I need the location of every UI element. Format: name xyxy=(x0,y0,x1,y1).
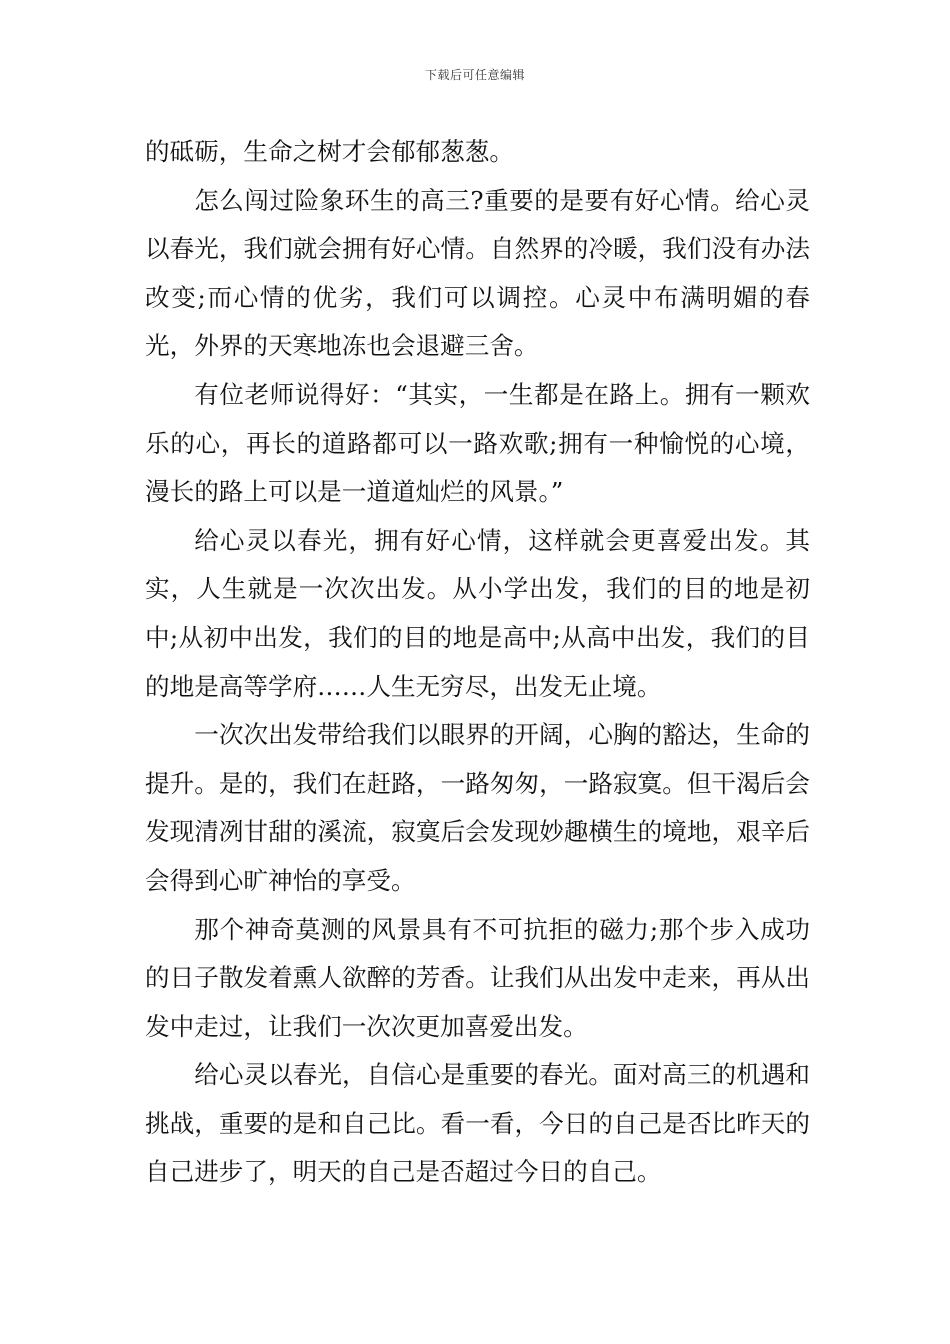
paragraph: 那个神奇莫测的风景具有不可抗拒的磁力;那个步入成功的日子散发着熏人欲醉的芳香。让我们从出发中走来，再从出发中走过，让我们一次次更加喜爱出发。 xyxy=(145,914,810,1041)
paragraph: 给心灵以春光，拥有好心情，这样就会更喜爱出发。其实，人生就是一次次出发。从小学出发，我们的目的地是初中;从初中出发，我们的目的地是高中;从高中出发，我们的目的地是高等学府……人生无穷尽，出发无止境。 xyxy=(145,525,810,701)
document-body xyxy=(145,128,810,1197)
paragraph-continuation: 的砥砺，生命之树才会郁郁葱葱。 xyxy=(145,137,514,166)
paragraph: 怎么闯过险象环生的高三?重要的是要有好心情。给心灵以春光，我们就会拥有好心情。自然界的冷暖，我们没有办法改变;而心情的优劣，我们可以调控。心灵中布满明媚的春光，外界的天寒地冻也会退避三舍。 xyxy=(145,185,810,361)
paragraph: 有位老师说得好：“其实，一生都是在路上。拥有一颗欢乐的心，再长的道路都可以一路欢歌;拥有一种愉悦的心境，漫长的路上可以是一道道灿烂的风景。” xyxy=(145,379,810,507)
paragraph: 给心灵以春光，自信心是重要的春光。面对高三的机遇和挑战，重要的是和自己比。看一看，今日的自己是否比昨天的自己进步了，明天的自己是否超过今日的自己。 xyxy=(145,1060,810,1187)
paragraph: 一次次出发带给我们以眼界的开阔，心胸的豁达，生命的提升。是的，我们在赶路，一路匆匆，一路寂寞。但干渴后会发现清冽甘甜的溪流，寂寞后会发现妙趣横生的境地，艰辛后会得到心旷神怡的享受。 xyxy=(145,720,810,895)
page-header: 下载后可任意编辑 xyxy=(424,68,525,82)
